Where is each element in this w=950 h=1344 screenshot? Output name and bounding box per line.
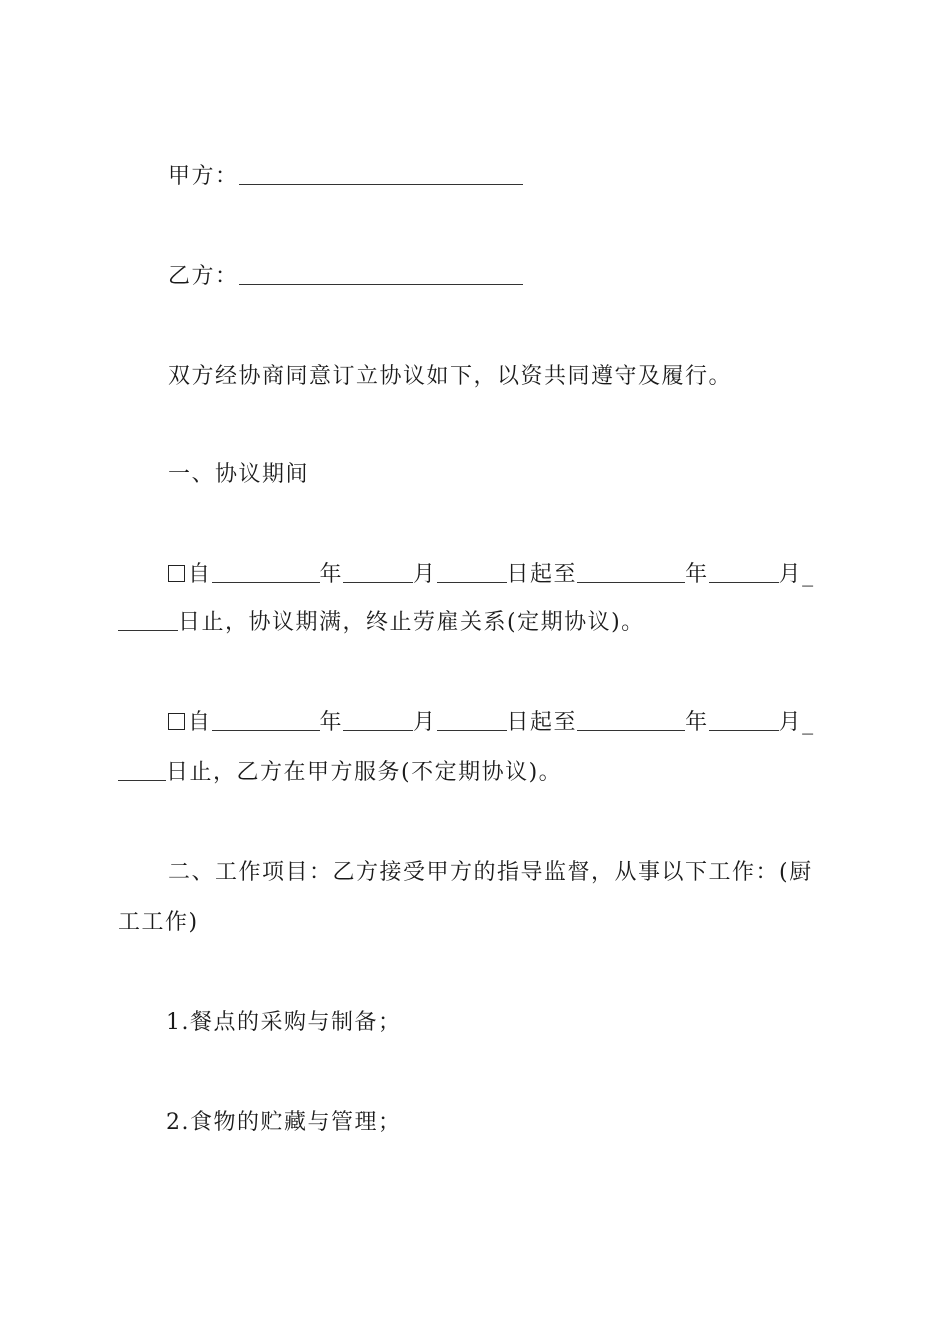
period-option-indefinite-line1: 自 年 月 日起至 年 月_	[168, 708, 815, 738]
section-2-title-line2: 工工作)	[118, 910, 199, 935]
party-b-line	[168, 262, 523, 292]
period-option-fixed-line1: 自 年 月 日起至 年 月_	[168, 560, 815, 590]
checkbox-indefinite-term[interactable]	[168, 713, 185, 730]
period-option-indefinite-line2: 日止，乙方在甲方服务(不定期协议)。	[118, 758, 562, 788]
list-item: 2.食物的贮藏与管理；	[166, 1110, 402, 1135]
checkbox-fixed-term[interactable]	[168, 565, 185, 582]
party-a-line	[168, 162, 523, 192]
section-1-title: 一、协议期间	[168, 462, 310, 487]
party-b-label: 乙方：	[168, 264, 239, 289]
intro-paragraph: 双方经协商同意订立协议如下，以资共同遵守及履行。	[168, 364, 733, 389]
section-2-title-line1: 二、工作项目：乙方接受甲方的指导监督，从事以下工作：(厨	[168, 860, 813, 885]
party-b-blank	[239, 264, 523, 285]
period-option-fixed-line2: 日止，协议期满，终止劳雇关系(定期协议)。	[118, 608, 645, 638]
list-item: 1.餐点的采购与制备；	[166, 1010, 402, 1035]
party-a-label: 甲方：	[168, 164, 239, 189]
party-a-blank	[239, 164, 523, 185]
